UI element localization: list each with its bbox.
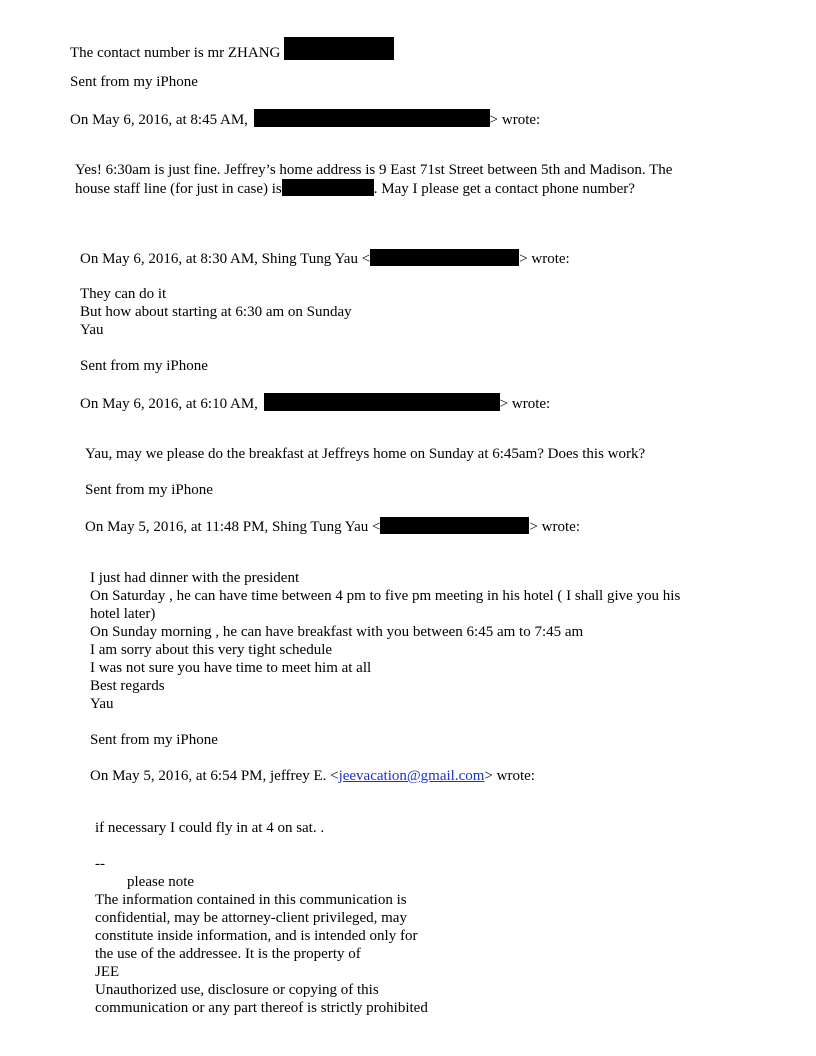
quote-header-1148 [85,517,580,535]
reply-845-line-1: Yes! 6:30am is just fine. Jeffrey’s home address is 9 East 71st Street between 5th and Madison. The [75,162,673,178]
quote-610-line-1: Yau, may we please do the breakfast at Jeffreys home on Sunday at 6:45am? Does this work? [85,446,646,462]
quote-1148-line-5: I am sorry about this very tight schedule [90,642,333,658]
quote-830-line-1: They can do it [80,286,167,302]
contact-line [70,37,394,61]
quote-1148-line-1: I just had dinner with the president [90,570,300,586]
sent-from-line: Sent from my iPhone [80,358,208,374]
redaction-block [282,179,374,196]
signature-dashes: -- [95,856,105,872]
signature-note: please note [127,874,195,890]
quote-1148-line-3: hotel later) [90,606,156,622]
quote-header-prefix: On May 5, 2016, at 6:54 PM, jeffrey E. < [90,768,339,784]
sent-from-line: Sent from my iPhone [70,74,198,90]
redaction-block [380,517,529,534]
quote-header-prefix: On May 6, 2016, at 8:30 AM, Shing Tung Yau < [80,251,371,267]
quote-header-prefix: On May 6, 2016, at 8:45 AM, [70,112,248,128]
reply-845-line-2-prefix: house staff line (for just in case) is [75,181,282,197]
redaction-block [254,109,490,127]
quote-header-suffix: > wrote: [519,251,570,267]
sent-from-line: Sent from my iPhone [85,482,213,498]
quote-830-line-2: But how about starting at 6:30 am on Sunday [80,304,352,320]
quote-header-830 [80,249,570,267]
quote-header-suffix: > wrote: [489,112,541,128]
quote-1148-line-8: Yau [90,696,114,712]
disclaimer-line-3: constitute inside information, and is intended only for [95,928,418,944]
quote-1148-line-4: On Sunday morning , he can have breakfast with you between 6:45 am to 7:45 am [90,624,584,640]
quote-header-suffix: > wrote: [484,768,535,784]
sent-from-line: Sent from my iPhone [90,732,218,748]
disclaimer-line-5: JEE [95,964,120,980]
quote-654-line-1: if necessary I could fly in at 4 on sat. . [95,820,325,836]
reply-845-line-2 [75,179,635,197]
quote-header-845 [70,109,540,127]
quote-1148-line-6: I was not sure you have time to meet him at all [90,660,372,676]
quote-header-610 [80,393,550,411]
quote-1148-line-7: Best regards [90,678,165,694]
quote-header-suffix: > wrote: [529,519,580,535]
redaction-block [370,249,519,266]
quote-830-line-3: Yau [80,322,104,338]
quote-header-prefix: On May 5, 2016, at 11:48 PM, Shing Tung Yau < [85,519,381,535]
quote-header-suffix: > wrote: [499,396,551,412]
disclaimer-line-1: The information contained in this communication is [95,892,407,908]
reply-845-line-2-suffix: . May I please get a contact phone number? [373,181,635,197]
quote-header-prefix: On May 6, 2016, at 6:10 AM, [80,396,258,412]
contact-text: The contact number is mr ZHANG [70,45,281,61]
email-link[interactable]: jeevacation@gmail.com [338,768,485,784]
disclaimer-line-2: confidential, may be attorney-client privileged, may [95,910,407,926]
disclaimer-line-4: the use of the addressee. It is the property of [95,946,361,962]
quote-1148-line-2: On Saturday , he can have time between 4 pm to five pm meeting in his hotel ( I shall give you his [90,588,681,604]
redaction-block [284,37,394,60]
quote-header-654 [90,767,535,785]
redaction-block [264,393,500,411]
disclaimer-line-7: communication or any part thereof is strictly prohibited [95,1000,428,1016]
disclaimer-line-6: Unauthorized use, disclosure or copying of this [95,982,379,998]
